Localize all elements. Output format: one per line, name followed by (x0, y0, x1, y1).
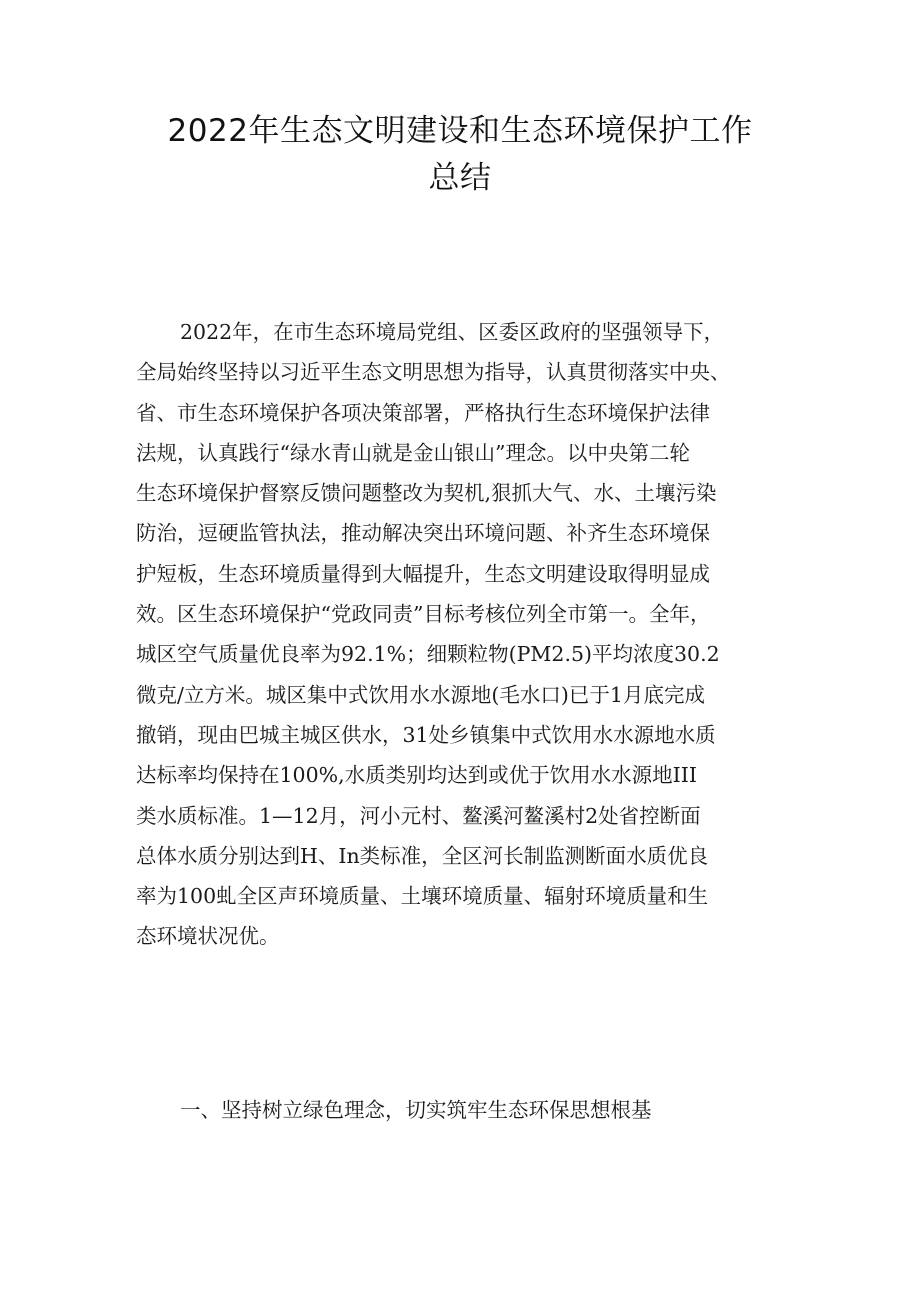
paragraph-line: 率为100虬全区声环境质量、土壤环境质量、辐射环境质量和生 (136, 884, 709, 909)
summary-paragraph (136, 312, 796, 957)
paragraph-line: 达标率均保持在100%,水质类别均达到或优于饮用水水源地III (136, 763, 697, 788)
paragraph-line: 城区空气质量优良率为92.1%；细颗粒物(PM2.5)平均浓度30.2 (136, 642, 720, 667)
paragraph-line: 2022年，在市生态环境局党组、区委区政府的坚强领导下， (180, 320, 725, 344)
paragraph-line: 生态环境保护督察反馈问题整改为契机,狠抓大气、水、土壤污染 (136, 481, 717, 506)
paragraph-line: 防治，逗硬监管执法，推动解决突出环境问题、补齐生态环境保 (136, 521, 710, 546)
paragraph-line: 效。区生态环境保护“党政同责”目标考核位列全市第一。全年， (136, 602, 711, 627)
document-title (100, 108, 820, 202)
paragraph-line: 态环境状况优。 (136, 924, 280, 949)
section-heading: 一、坚持树立绿色理念，切实筑牢生态环保思想根基 (180, 1098, 652, 1122)
paragraph-line: 全局始终坚持以习近平生态文明思想为指导，认真贯彻落实中央、 (136, 360, 731, 385)
paragraph-line: 法规，认真践行“绿水青山就是金山银山”理念。以中央第二轮 (136, 440, 690, 465)
title-line-1: 2022年生态文明建设和生态环境保护工作 (167, 113, 753, 149)
paragraph-line: 微克/立方米。城区集中式饮用水水源地(毛水口)已于1月底完成 (136, 682, 705, 707)
paragraph-line: 护短板，生态环境质量得到大幅提升，生态文明建设取得明显成 (136, 561, 710, 586)
paragraph-line: 撤销，现由巴城主城区供水，31处乡镇集中式饮用水水源地水质 (136, 722, 716, 747)
paragraph-line: 类水质标准。1—12月，河小元村、鳌溪河鳌溪村2处省控断面 (136, 803, 701, 828)
paragraph-line: 省、市生态环境保护各项决策部署，严格执行生态环境保护法律 (136, 400, 710, 425)
paragraph-line: 总体水质分别达到H、In类标准，全区河长制监测断面水质优良 (136, 843, 709, 868)
title-line-2: 总结 (428, 160, 492, 196)
